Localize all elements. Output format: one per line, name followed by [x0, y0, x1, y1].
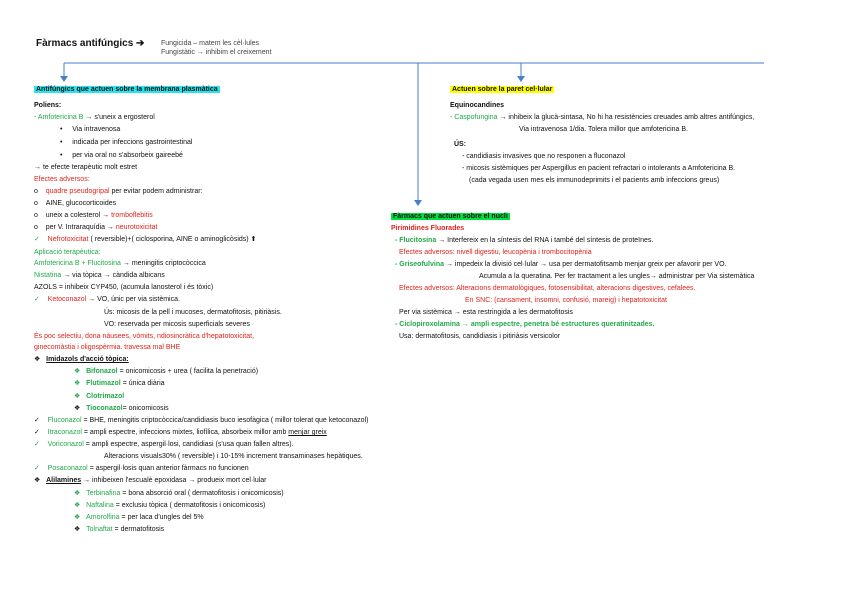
heading-paret: Actuen sobre la paret cel·lular — [452, 86, 553, 93]
effect-item: o quadre pseudogripal per evitar podem administrar: — [34, 188, 203, 195]
effect-item: o AINE, glucocorticoides — [34, 200, 117, 207]
azols-line: AZOLS = inhibeix CYP450, (acumula lanosterol i és tòxic) — [34, 284, 214, 291]
flucitosina-effects: Efectes adversos: nivell digestiu, leucopènia i trombocitopènia — [399, 249, 592, 256]
amfo-bullet-1: • Via intravenosa — [60, 126, 121, 133]
imidazol-item: ❖ Flutimazol = única diària — [74, 380, 165, 387]
keto-vo: VO: reservada per micosis superficials severes — [104, 321, 250, 328]
us-title: ÚS: — [454, 141, 467, 148]
us-item: - candidiasis invasives que no responen a fluconazol — [462, 153, 626, 160]
effect-item: o uneix a colesterol → tromboflebitis — [34, 212, 153, 219]
ciclopiroxolamina-line: - Ciclopiroxolamina → ampli espectre, penetra bé estructures queratinitzades. — [395, 321, 655, 328]
ciclopiroxolamina-us: Usa: dermatofitosis, candidiasis i pitiriàsis versicolor — [399, 333, 561, 340]
keto-warning-2: ginecomàstia i oligospèrmia. travessa mal BHE — [34, 344, 181, 351]
diamond-icon: ❖ — [74, 368, 81, 375]
ketoconazol-line: ✓ Ketoconazol → VO, únic per via sistèmica. — [34, 296, 180, 303]
triazol-item: ✓ Voriconazol = ampli espectre, aspergil·losi, candidiasi (s'usa quan fallen altres). — [34, 441, 294, 448]
amfotericina-line: - Amfotericina B → s'uneix a ergosterol — [34, 114, 155, 121]
heading-nucli: Fàrmacs que actuen sobre el nucli — [393, 213, 508, 220]
pirimidines-label: Pirimidines Fluorades — [391, 225, 465, 232]
alilamine-item: ❖ Terbinafina = bona absorció oral ( dermatofitosis i onicomicosis) — [74, 490, 284, 497]
imidazol-item: ❖ Bifonazol = onicomicosis + urea ( facilita la penetració) — [74, 368, 259, 375]
heading-membrana: Antifúngics que actuen sobre la membrana plasmàtica — [36, 86, 218, 93]
triazol-item: ✓ Itraconazol = ampli espectre, infeccions mixtes, liofílica, absorbeix millor amb menjar greix — [34, 429, 327, 436]
caspofungina-line: - Caspofungina → inhibeix la glucà-sintasa, No hi ha resistències creuades amb altres antifúngics, — [450, 114, 755, 121]
vori-alteracions: Alteracions visuals30% ( reversible) i 10-15% increment transaminases hepàtiques. — [104, 453, 363, 460]
amfo-effect: → te efecte terapèutic molt estret — [34, 164, 138, 171]
triazol-item: ✓ Fluconazol = BHE, meningitis criptocòccica/candidiasis buco iesofàgica ( millor tolerat que ketoconazol) — [34, 417, 369, 424]
amfo-bullet-3: • per via oral no s'absorbeix gaireebé — [60, 152, 183, 159]
subtitle-fungistatic: Fungistàtic → inhibim el creixement — [161, 49, 272, 56]
diamond-icon: ❖ — [74, 405, 81, 412]
griseofulvina-effects: Efectes adversos: Alteracions dermatològiques, fotosensibilitat, alteracions digestives, cefalees. — [399, 285, 696, 292]
arrow-right — [517, 76, 525, 82]
equinocandines-label: Equinocandines — [450, 102, 505, 109]
griseofulvina-via: Per via sistèmica → esta restringida a les dermatofitosis — [399, 309, 573, 316]
diamond-icon: ❖ — [74, 393, 81, 400]
diamond-icon: ❖ — [74, 380, 81, 387]
diamond-icon: ❖ — [74, 502, 81, 509]
amfo-bullet-2: • indicada per infeccions gastrointestinal — [60, 139, 193, 146]
imidazol-item: ❖ Tioconazol= onicomicosis — [74, 405, 169, 412]
title-text: Fàrmacs antifúngics — [36, 38, 134, 49]
griseofulvina-line: - Griseofulvina → impedeix la divisió cel·lular → usa per dermatofitsamb menjar greix per afavorir per VO. — [395, 261, 727, 268]
alilamines-title: ❖ Alilamines → inhibeixen l'escualè epoxidasa → produeix mort cel·lular — [34, 477, 267, 484]
alilamine-item: ❖ Naftalina = exclusiu tòpica ( dermatofitosis i onicomicosis) — [74, 502, 266, 509]
alilamine-item: ❖ Amorolfina = per laca d'ungles del 5% — [74, 514, 204, 521]
diamond-icon: ❖ — [74, 526, 81, 533]
aplicacio-title: Aplicació terapèutica: — [34, 249, 101, 256]
posaconazol-line: ✓ Posaconazol = aspergil·losis quan anterior fàrmacs no funcionen — [34, 465, 249, 472]
effects-title: Efectes adversos: — [34, 176, 90, 183]
caspofungina-line-2: Via intravenosa 1/dia. Tolera millor que amfotericina B. — [519, 126, 688, 133]
page-title — [36, 38, 144, 49]
aplicacio-2: Nistatina → via tòpica → càndida albicans — [34, 272, 165, 279]
imidazols-title: ❖ Imidazols d'acció tòpica: — [34, 356, 129, 363]
poliens-label: Poliens: — [34, 102, 62, 109]
diamond-icon: ❖ — [74, 514, 81, 521]
griseofulvina-line-2: Acumula a la queratina. Per fer tractament a les ungles→ administrar per Via sistemàtica — [479, 273, 755, 280]
effect-item: o per V. Intraraquídia → neurotoxicitat — [34, 224, 158, 231]
effect-item: ✓ Nefrotoxicitat ( reversible)+( ciclosporina, AINE o aminoglicòsids) ⬆ — [34, 236, 257, 243]
griseofulvina-snc: En SNC: (cansament, insomni, confusió, mareig) i hepatotoxicitat — [465, 297, 667, 304]
diamond-icon: ❖ — [34, 356, 41, 363]
us-item: - micosis sistèmiques per Aspergillus en pacient refractari o intolerants a Amfotericina B. — [462, 165, 736, 172]
title-arrow-icon: ➔ — [136, 38, 145, 49]
alilamine-item: ❖ Tolnaftat = dermatofitosis — [74, 526, 165, 533]
imidazol-item: ❖ Clotrimazol — [74, 393, 125, 400]
arrow-left — [60, 76, 68, 82]
arrow-center — [414, 200, 422, 206]
diamond-icon: ❖ — [74, 490, 81, 497]
keto-us: Ús: micosis de la pell i mucoses, dermatofitosis, pitiriàsis. — [104, 309, 282, 316]
us-note: (cada vegada usen mes els immunodeprimits i el pacients amb infeccions greus) — [469, 177, 720, 184]
aplicacio-1: Amfotericina B + Flucitosina → meningitis criptocòccica — [34, 260, 206, 267]
diamond-icon: ❖ — [34, 477, 41, 484]
subtitle-fungicida: Fungicida – matem les cèl·lules — [161, 40, 260, 47]
flucitosina-line: - Flucitosina → Interfereix en la síntesis del RNA i també del síntesis de proteïnes. — [395, 237, 654, 244]
keto-warning-1: És poc selectiu, dona nàusees, vòmits, ndiosincràtica d'hepatotoxicitat, — [34, 333, 255, 340]
